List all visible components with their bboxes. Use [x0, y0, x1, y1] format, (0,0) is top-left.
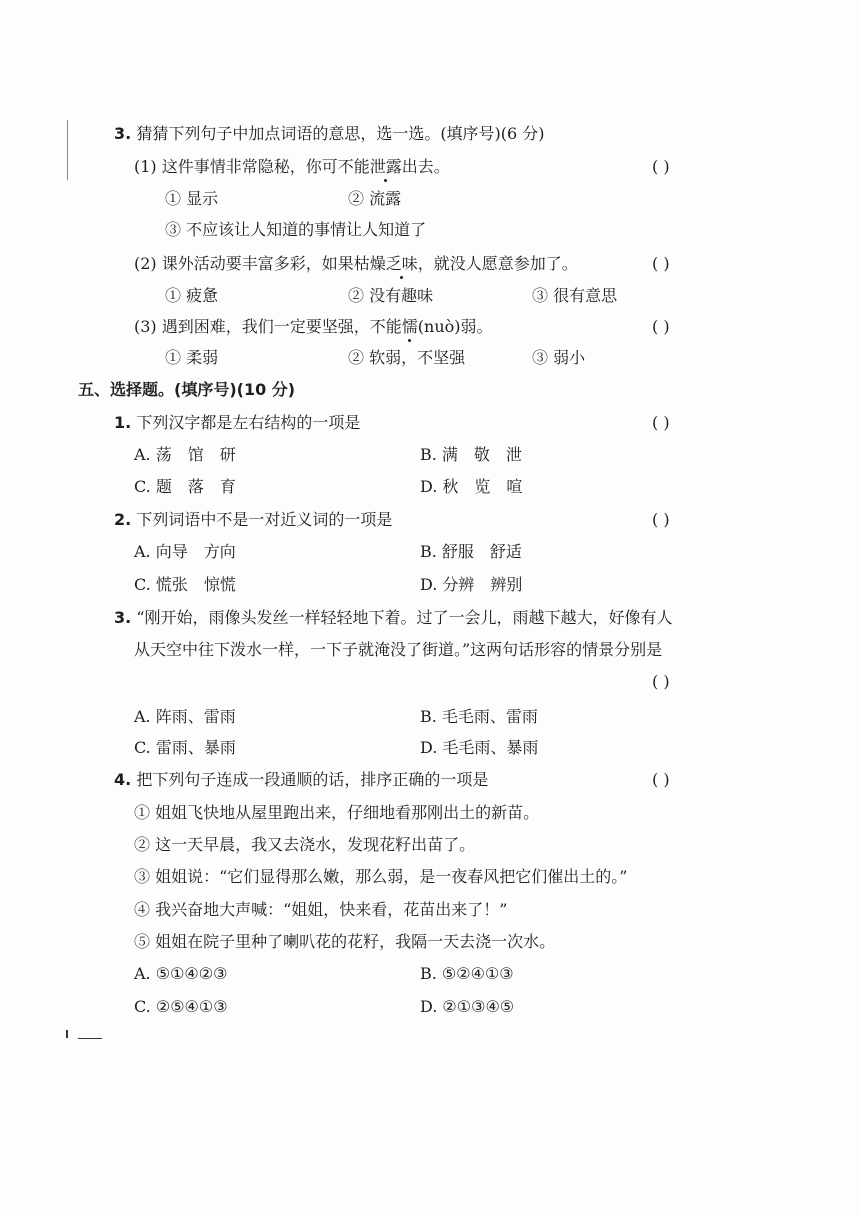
q3-title-text: 猜猜下列句子中加点词语的意思，选一选。(填序号)(6 分)	[136, 124, 545, 143]
s5-q2-stem	[114, 510, 392, 530]
s5-q1-option-b: B. 满 敬 泄	[420, 445, 522, 464]
s5-q2-number: 2.	[114, 510, 132, 529]
q3-item-2-option-3: ③ 很有意思	[532, 286, 618, 305]
s5-q2-option-c: C. 慌张 惊慌	[134, 575, 236, 594]
q3-title	[114, 124, 545, 144]
s5-q3-stem-line-1	[114, 608, 673, 628]
q3-item-3-option-2: ② 软弱，不坚强	[348, 348, 466, 367]
s5-q4-sentence-2: ② 这一天早晨，我又去浇水，发现花籽出苗了。	[134, 835, 476, 854]
q3-item-1-dotted-word: 泄露	[369, 157, 402, 176]
s5-q1-option-c: C. 题 落 育	[134, 477, 236, 496]
q3-item-1-option-1: ① 显示	[165, 189, 219, 208]
s5-q4-option-a: A. ⑤①④②③	[134, 964, 228, 983]
corner-tick	[66, 1030, 68, 1038]
answer-blank[interactable]: ( )	[652, 317, 670, 336]
s5-q4-sentence-4: ④ 我兴奋地大声喊：“姐姐，快来看，花苗出来了！”	[134, 900, 508, 919]
q3-item-3-pre: 遇到困难，我们一定要坚强，不能	[161, 317, 402, 336]
q3-item-3-dotted-word: 懦	[401, 317, 418, 336]
scan-margin-line	[67, 120, 68, 180]
s5-q4-sentence-3: ③ 姐姐说：“它们显得那么嫩，那么弱，是一夜春风把它们催出土的。”	[134, 867, 628, 886]
s5-q1-option-a: A. 荡 馆 研	[134, 445, 236, 464]
s5-q2-text: 下列词语中不是一对近义词的一项是	[136, 510, 393, 529]
q3-item-1-post: 出去。	[401, 157, 450, 176]
q3-item-1-option-2: ② 流露	[348, 189, 402, 208]
answer-blank[interactable]: ( )	[652, 672, 670, 691]
s5-q1-option-d: D. 秋 览 喧	[420, 477, 523, 496]
q3-item-1-option-3: ③ 不应该让人知道的事情让人知道了	[165, 220, 427, 239]
q3-number: 3.	[114, 124, 132, 143]
q3-item-1	[134, 157, 450, 177]
answer-blank[interactable]: ( )	[652, 413, 670, 432]
answer-blank[interactable]: ( )	[652, 157, 670, 176]
answer-blank[interactable]: ( )	[652, 510, 670, 529]
s5-q4-option-d: D. ②①③④⑤	[420, 997, 515, 1016]
answer-blank[interactable]: ( )	[652, 254, 670, 273]
s5-q4-sentence-1: ① 姐姐飞快地从屋里跑出来，仔细地看那刚出土的新苗。	[134, 803, 540, 822]
s5-q2-option-d: D. 分辨 辨别	[420, 575, 523, 594]
q3-item-3-post: (nuò)弱。	[417, 317, 493, 336]
s5-q4-stem	[114, 770, 488, 790]
s5-q1-number: 1.	[114, 413, 132, 432]
q3-item-3-label: (3)	[134, 317, 157, 336]
s5-q2-option-b: B. 舒服 舒适	[420, 542, 522, 561]
s5-q4-text: 把下列句子连成一段通顺的话，排序正确的一项是	[136, 770, 489, 789]
page-corner-mark	[66, 1030, 102, 1042]
q3-item-1-label: (1)	[134, 157, 157, 176]
s5-q3-option-d: D. 毛毛雨、暴雨	[420, 738, 539, 757]
q3-item-2-option-1: ① 疲惫	[165, 286, 219, 305]
s5-q3-text-1: “刚开始，雨像头发丝一样轻轻地下着。过了一会儿，雨越下越大，好像有人	[136, 608, 673, 627]
corner-dash	[78, 1038, 102, 1039]
s5-q4-number: 4.	[114, 770, 132, 789]
s5-q1-stem	[114, 413, 360, 433]
s5-q3-option-b: B. 毛毛雨、雷雨	[420, 707, 538, 726]
answer-blank[interactable]: ( )	[652, 770, 670, 789]
s5-q4-option-b: B. ⑤②④①③	[420, 964, 514, 983]
s5-q3-option-a: A. 阵雨、雷雨	[134, 707, 236, 726]
q3-item-3-option-3: ③ 弱小	[532, 348, 586, 367]
s5-q1-text: 下列汉字都是左右结构的一项是	[136, 413, 361, 432]
q3-item-2-pre: 课外活动要丰富多彩，如果枯燥	[161, 254, 386, 273]
q3-item-1-pre: 这件事情非常隐秘，你可不能	[161, 157, 370, 176]
s5-q4-option-c: C. ②⑤④①③	[134, 997, 228, 1016]
q3-item-3	[134, 317, 493, 337]
q3-item-2-post: ，就没人愿意参加了。	[417, 254, 578, 273]
q3-item-2	[134, 254, 578, 274]
s5-q3-number: 3.	[114, 608, 132, 627]
s5-q4-sentence-5: ⑤ 姐姐在院子里种了喇叭花的花籽，我隔一天去浇一次水。	[134, 932, 556, 951]
q3-item-2-dotted-word: 乏味	[385, 254, 418, 273]
section-5-title: 五、选择题。(填序号)(10 分)	[78, 380, 296, 399]
q3-item-3-option-1: ① 柔弱	[165, 348, 219, 367]
s5-q3-option-c: C. 雷雨、暴雨	[134, 738, 236, 757]
s5-q3-stem-line-2: 从天空中往下泼水一样，一下子就淹没了街道。”这两句话形容的情景分别是	[134, 640, 663, 659]
q3-item-2-label: (2)	[134, 254, 157, 273]
q3-item-2-option-2: ② 没有趣味	[348, 286, 434, 305]
s5-q2-option-a: A. 向导 方向	[134, 542, 236, 561]
